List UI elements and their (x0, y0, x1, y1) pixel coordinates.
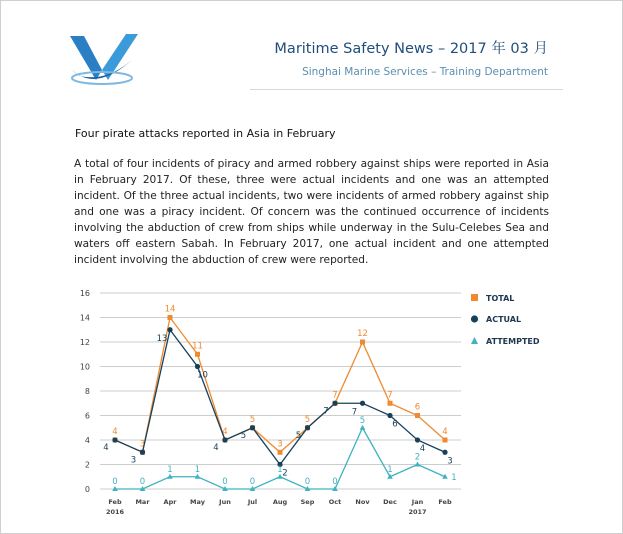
x-tick-label: Jun (219, 498, 231, 506)
point-actual (195, 364, 200, 369)
article-body: A total of four incidents of piracy and armed robbery against ships were reported in Asia in February 2017. Of these, three were actual incidents and one was an attempted incident. Of the three actual incidents, two were incidents of armed robbery against ship and one was a piracy incident. Of concern was the continued occurrence of incidents involving the abduction of crew from ships while underway in the Sulu-Celebes Sea and waters off eastern Sabah. In February 2017, one actual incident and one attempted incident involving the abduction of crew were reported. (74, 158, 549, 266)
x-tick-label: Feb (438, 498, 452, 506)
point-actual (112, 437, 117, 442)
data-label-total: 4 (222, 427, 228, 437)
data-label-attempted: 0 (304, 477, 311, 487)
data-label-attempted: 5 (359, 415, 366, 426)
x-tick-label: Mar (135, 498, 150, 506)
article-headline: Four pirate attacks reported in Asia in February (75, 127, 336, 140)
point-total (168, 315, 173, 320)
data-label-attempted: 1 (451, 472, 457, 483)
x-tick-label: Nov (355, 498, 370, 506)
x-tick-label: Dec (383, 498, 397, 506)
y-tick-label: 8 (84, 387, 90, 396)
data-label-attempted: 0 (112, 477, 118, 487)
data-label-total: 14 (164, 304, 176, 315)
point-total (360, 340, 365, 345)
point-actual (305, 425, 310, 430)
point-actual (360, 401, 365, 406)
newsletter-subtitle: Singhai Marine Services – Training Department (302, 66, 548, 78)
point-actual (167, 327, 172, 332)
point-actual (140, 450, 145, 455)
data-label-actual: 4 (103, 443, 109, 453)
data-label-actual: 3 (447, 456, 453, 467)
header-divider (250, 89, 563, 90)
point-actual (415, 437, 420, 442)
data-label-actual: 7 (323, 406, 329, 417)
point-actual (442, 450, 447, 455)
point-actual (332, 401, 337, 406)
x-tick-label: Feb (108, 498, 122, 506)
y-tick-label: 0 (84, 485, 90, 494)
data-label-total: 12 (357, 329, 368, 339)
data-label-actual: 5 (240, 430, 247, 441)
x-year-label: 2016 (105, 508, 125, 516)
data-label-attempted: 0 (249, 477, 256, 487)
data-label-actual: 4 (419, 444, 426, 454)
point-actual (387, 413, 392, 418)
y-tick-label: 12 (79, 338, 90, 347)
legend-label-total: TOTAL (486, 294, 515, 303)
data-label-total: 5 (249, 414, 256, 425)
data-label-attempted: 1 (167, 464, 173, 475)
data-label-total: 5 (304, 414, 311, 425)
company-logo (66, 30, 140, 88)
legend-swatch-attempted (471, 337, 478, 344)
point-total (278, 450, 283, 455)
data-label-attempted: 0 (332, 477, 338, 487)
y-tick-label: 16 (79, 289, 90, 298)
data-label-total: 4 (112, 427, 118, 437)
newsletter-title: Maritime Safety News – 2017 年 03 月 (274, 41, 548, 57)
point-total (415, 413, 420, 418)
x-tick-label: Aug (272, 498, 288, 506)
x-tick-label: May (190, 498, 205, 506)
data-label-actual: 5 (295, 430, 302, 441)
point-total (388, 401, 393, 406)
data-label-attempted: 1 (387, 464, 393, 475)
data-label-total: 7 (387, 390, 393, 401)
incidents-line-chart (66, 283, 571, 523)
legend-swatch-total (471, 294, 478, 301)
data-label-attempted: 1 (277, 464, 283, 475)
y-tick-label: 2 (84, 460, 90, 470)
data-label-total: 3 (139, 439, 146, 450)
x-tick-label: Oct (328, 498, 342, 506)
data-label-actual: 3 (130, 455, 137, 466)
data-label-actual: 7 (351, 407, 358, 418)
legend-swatch-actual (471, 315, 478, 322)
data-label-total: 11 (192, 341, 203, 352)
y-tick-label: 6 (84, 411, 90, 421)
x-tick-label: Jul (247, 498, 258, 506)
series-line-attempted (115, 427, 448, 489)
data-label-actual: 13 (156, 333, 168, 344)
point-total (443, 438, 448, 443)
x-year-label: 2017 (408, 508, 427, 516)
data-label-actual: 4 (213, 443, 219, 453)
data-label-total: 6 (414, 402, 421, 413)
y-tick-label: 14 (79, 313, 90, 323)
legend-label-attempted: ATTEMPTED (486, 337, 540, 346)
data-label-actual: 10 (197, 370, 208, 381)
data-label-attempted: 2 (414, 452, 421, 463)
point-actual (222, 437, 227, 442)
point-actual (250, 425, 255, 430)
x-tick-label: Sep (300, 498, 315, 506)
data-label-attempted: 0 (139, 477, 146, 487)
data-label-actual: 6 (392, 419, 398, 430)
data-label-actual: 2 (282, 468, 288, 479)
y-tick-label: 4 (84, 436, 90, 445)
data-label-attempted: 1 (194, 464, 201, 475)
x-tick-label: Apr (163, 498, 177, 506)
y-tick-label: 10 (79, 362, 90, 372)
data-label-total: 7 (332, 390, 338, 401)
point-total (195, 352, 200, 357)
data-label-attempted: 0 (222, 477, 228, 487)
legend-label-actual: ACTUAL (486, 315, 522, 324)
x-tick-label: Jan (411, 498, 424, 506)
data-label-total: 4 (442, 427, 448, 437)
data-label-total: 3 (277, 439, 283, 450)
